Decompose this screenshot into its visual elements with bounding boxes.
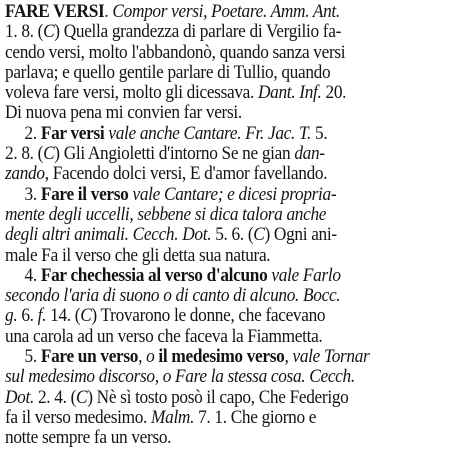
- body-text: 2.: [24, 123, 41, 144]
- entry-line: [5, 63, 463, 83]
- entry-line: [5, 327, 463, 347]
- italic-text: zando: [5, 164, 45, 185]
- italic-text: , o: [138, 347, 159, 368]
- headword: Fare il verso: [40, 184, 129, 205]
- body-text: ) Gli Angioletti d'intorno Se ne gian: [54, 144, 295, 165]
- entry-line: [5, 246, 463, 266]
- body-text: , Facendo dolci versi, E d'amor favellando.: [44, 164, 328, 185]
- body-text: 2. 4. (: [33, 387, 77, 408]
- italic-text: vale Farlo: [267, 265, 341, 286]
- body-text: 3.: [24, 184, 41, 205]
- body-text: ) Trovarono le donne, che facevano: [91, 306, 326, 327]
- entry-line: [5, 185, 463, 205]
- italic-text: degli altri animali. Cecch. Dot.: [5, 225, 212, 246]
- italic-text: sul medesimo discorso, o Fare la stessa cosa. Cecch.: [5, 367, 355, 388]
- italic-text: vale Cantare; e dicesi propria-: [128, 184, 337, 205]
- entry-line: [5, 306, 463, 326]
- italic-text: Malm.: [151, 407, 195, 428]
- italic-text: C: [43, 144, 55, 165]
- body-text: 6.: [17, 306, 38, 327]
- entry-line: [5, 388, 463, 408]
- entry-line: [5, 225, 463, 245]
- italic-text: Dant. Inf.: [258, 83, 322, 104]
- body-text: 5.: [310, 123, 328, 144]
- entry-line: [5, 103, 463, 123]
- headword: Fare un verso: [40, 347, 139, 368]
- italic-text: C: [76, 387, 88, 408]
- italic-text: mente degli uccelli, sebbene si dica talora anche: [5, 204, 327, 225]
- headword: il medesimo verso: [158, 347, 285, 368]
- italic-text: , vale Tornar: [284, 347, 370, 368]
- body-text: 7. 1. Che giorno e: [194, 407, 317, 428]
- body-text: cendo versi, molto l'abbandonò, quando sanza versi: [5, 42, 346, 63]
- body-text: ) Quella grandezza di parlare di Vergilio fa-: [54, 22, 342, 43]
- body-text: ) Nè sì tosto posò il capo, Che Federigo: [87, 387, 349, 408]
- body-text: 5.: [24, 347, 41, 368]
- body-text: 14. (: [46, 306, 81, 327]
- body-text: una carola ad un verso che faceva la Fiammetta.: [5, 326, 323, 347]
- body-text: 4.: [24, 265, 41, 286]
- body-text: 5. 6. (: [211, 225, 254, 246]
- entry-line: [5, 428, 463, 448]
- italic-text: vale anche Cantare. Fr. Jac. T.: [104, 123, 311, 144]
- body-text: 1. 8. (: [5, 22, 44, 43]
- body-text: Di nuova pena mi convien far versi.: [5, 103, 242, 124]
- entry-line: [5, 43, 463, 63]
- body-text: male Fa il verso che gli detta sua natura.: [5, 245, 271, 266]
- entry-line: [5, 408, 463, 428]
- italic-text: secondo l'aria di suono o di canto di alcuno. Bocc.: [5, 286, 341, 307]
- italic-text: dan-: [294, 144, 325, 165]
- italic-text: C: [80, 306, 92, 327]
- entry-line: [5, 367, 463, 387]
- body-text: ) Ogni ani-: [264, 225, 337, 246]
- headword: Far chechessia al verso d'alcuno: [40, 265, 268, 286]
- entry-line: [5, 144, 463, 164]
- entry-line: [5, 266, 463, 286]
- entry-line: [5, 83, 463, 103]
- entry-line: [5, 286, 463, 306]
- headword: Far versi: [40, 123, 105, 144]
- italic-text: C: [253, 225, 265, 246]
- headword: FARE VERSI: [5, 2, 105, 22]
- body-text: notte sempre fa un verso.: [5, 428, 172, 449]
- entry-line: [5, 2, 463, 22]
- body-text: 2. 8. (: [5, 144, 44, 165]
- entry-line: [5, 347, 463, 367]
- italic-text: Dot.: [5, 387, 34, 408]
- body-text: voleva fare versi, molto gli dicessava.: [5, 83, 259, 104]
- entry-line: [5, 205, 463, 225]
- italic-text: Compor versi, Poetare. Amm. Ant.: [112, 2, 340, 22]
- entry-line: [5, 124, 463, 144]
- body-text: 20.: [321, 83, 347, 104]
- body-text: parlava; e quello gentile parlare di Tullio, quando: [5, 62, 331, 83]
- italic-text: C: [43, 22, 55, 43]
- entry-line: [5, 164, 463, 184]
- body-text: .: [104, 2, 113, 22]
- italic-text: g.: [5, 306, 18, 327]
- entry-line: [5, 22, 463, 42]
- body-text: fa il verso medesimo.: [5, 407, 152, 428]
- italic-text: f.: [37, 306, 47, 327]
